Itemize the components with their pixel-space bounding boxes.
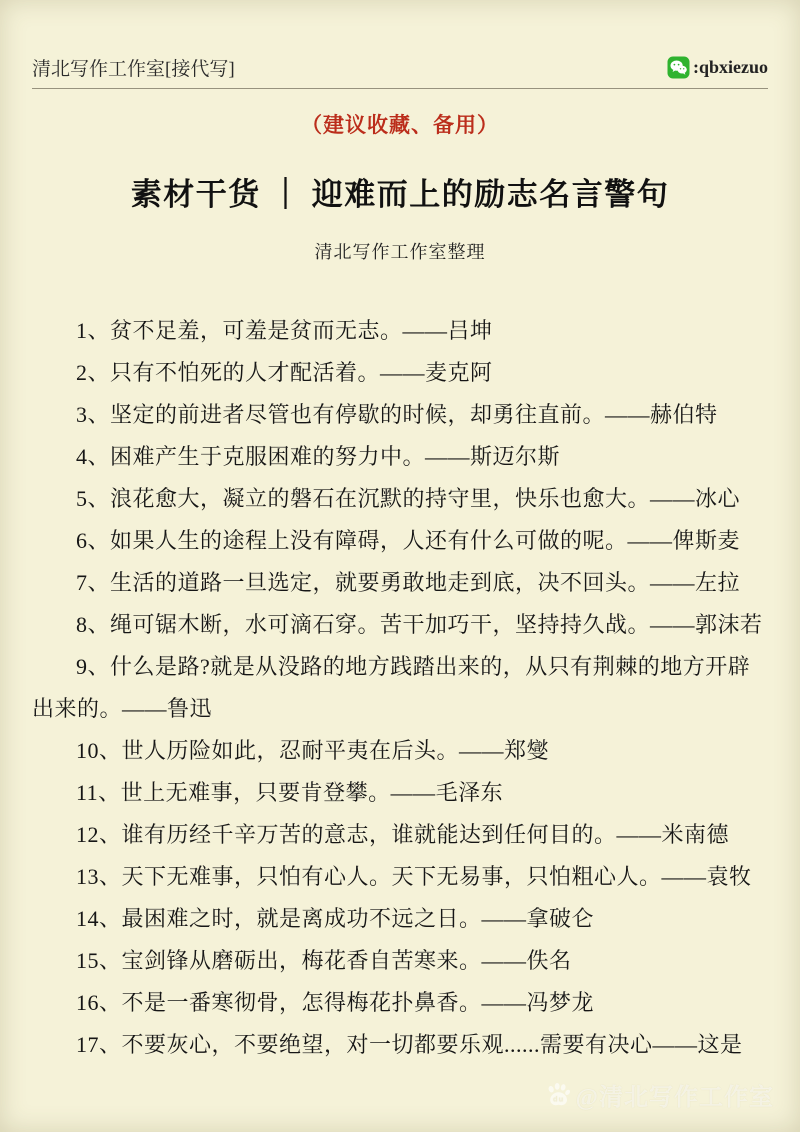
notice-text: （建议收藏、备用）: [301, 113, 499, 137]
wechat-icon: [667, 56, 690, 79]
watermark: [545, 1077, 774, 1112]
quote-item: 2、只有不怕死的人才配活着。——麦克阿: [76, 360, 493, 385]
wechat-contact: [667, 56, 768, 79]
quote-item: 11、世上无难事，只要肯登攀。——毛泽东: [76, 780, 504, 805]
header-divider: [32, 88, 768, 89]
quote-item: 17、不要灰心，不要绝望，对一切都要乐观......需要有决心——这是: [76, 1032, 743, 1057]
quote-item: 6、如果人生的途程上没有障碍，人还有什么可做的呢。——俾斯麦: [76, 528, 741, 553]
quote-item: 15、宝剑锋从磨砺出，梅花香自苦寒来。——佚名: [76, 948, 572, 973]
quote-item: 13、天下无难事，只怕有心人。天下无易事，只怕粗心人。——袁牧: [76, 864, 752, 889]
quote-item: 1、贫不足羞，可羞是贫而无志。——吕坤: [76, 318, 493, 343]
quote-item: 16、不是一番寒彻骨，怎得梅花扑鼻香。——冯梦龙: [76, 990, 595, 1015]
quote-item: 9、什么是路?就是从没路的地方践踏出来的，从只有荆棘的地方开辟出来的。——鲁迅: [32, 654, 751, 721]
quote-item: 4、困难产生于克服困难的努力中。——斯迈尔斯: [76, 444, 561, 469]
quote-list: [32, 310, 768, 1066]
quote-item: 7、生活的道路一旦选定，就要勇敢地走到底，决不回头。——左拉: [76, 570, 741, 595]
page-header: [32, 0, 768, 89]
quote-item: 8、绳可锯木断，水可滴石穿。苦干加巧干，坚持持久战。——郭沫若: [76, 612, 763, 637]
watermark-text: @清北写作工作室: [575, 1085, 774, 1111]
wechat-id: :qbxiezuo: [692, 57, 768, 77]
page-subtitle: 清北写作工作室整理: [314, 242, 486, 262]
paw-icon: [545, 1081, 572, 1108]
quote-item: 14、最困难之时，就是离成功不远之日。——拿破仑: [76, 906, 595, 931]
quote-item: 3、坚定的前进者尽管也有停歇的时候，却勇往直前。——赫伯特: [76, 402, 718, 427]
quote-item: 12、谁有历经千辛万苦的意志，谁就能达到任何目的。——米南德: [76, 822, 730, 847]
page-title: 素材干货 ｜ 迎难而上的励志名言警句: [130, 177, 670, 212]
quote-item: 5、浪花愈大，凝立的磐石在沉默的持守里，快乐也愈大。——冰心: [76, 486, 741, 511]
svg-text:du: du: [552, 1094, 564, 1104]
studio-name: 清北写作工作室[接代写]: [32, 59, 235, 80]
quote-item: 10、世人历险如此，忍耐平夷在后头。——郑燮: [76, 738, 550, 763]
